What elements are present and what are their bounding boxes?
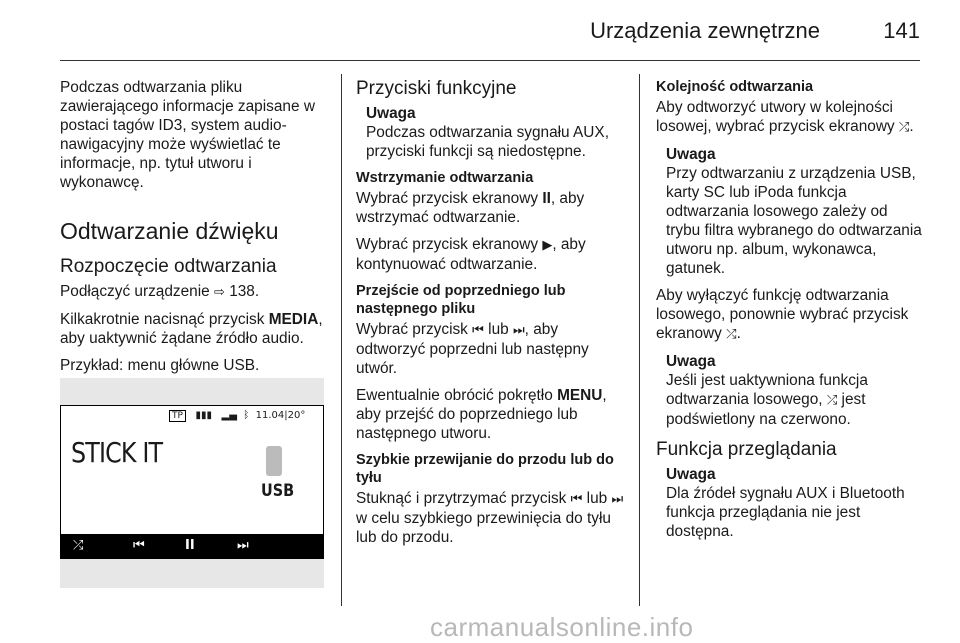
note-title: Uwaga xyxy=(366,105,416,122)
shuffle-heading: Kolejność odtwarzania xyxy=(656,79,814,95)
track-title: STICK IT xyxy=(71,436,163,469)
column-1 xyxy=(60,78,326,383)
fast-forward-heading: Szybkie przewijanie do przodu lub do tyłu xyxy=(356,452,614,486)
text: Aby wyłączyć funkcję odtwarzania losowego, ponownie wybrać przycisk ekranowy xyxy=(656,287,909,342)
usb-stick-icon xyxy=(266,446,282,476)
text: , aby przejść do poprzedniego lub następnego utworu. xyxy=(356,387,607,442)
battery-icon: ▮▮▮ xyxy=(195,410,212,421)
text: , aby wstrzymać odtwarzanie. xyxy=(356,190,585,226)
page-number: 141 xyxy=(883,18,920,43)
reference-arrow-icon: ⇨ xyxy=(214,285,225,300)
note-text: Podczas odtwarzania sygnału AUX, przyciski funkcji są niedostępne. xyxy=(366,124,609,160)
fast-forward-paragraph xyxy=(356,489,626,547)
function-button-bar xyxy=(61,534,323,558)
next-track-icon[interactable]: ⏭ xyxy=(237,538,249,553)
connect-paragraph xyxy=(60,282,326,302)
text: Podłączyć urządzenie xyxy=(60,283,214,300)
skip-heading: Przejście od poprzedniego lub następnego pliku xyxy=(356,283,566,317)
text: Wybrać przycisk ekranowy xyxy=(356,190,543,207)
pause-paragraph xyxy=(356,189,626,227)
menu-knob-paragraph xyxy=(356,386,626,443)
usb-main-menu-screen xyxy=(60,405,324,559)
note-browse xyxy=(666,465,924,541)
watermark: carmanualsonline.info xyxy=(430,612,694,642)
text: , aby uaktywnić żądane źródło audio. xyxy=(60,311,323,347)
example-caption: Przykład: menu główne USB. xyxy=(60,357,260,374)
note-text: Jeśli jest uaktywniona funkcja odtwarzania losowego, xyxy=(666,372,868,408)
pause-icon[interactable]: II xyxy=(185,538,195,553)
shuffle-paragraph xyxy=(656,98,924,137)
text: . xyxy=(909,118,914,135)
page-reference-link[interactable]: 138. xyxy=(229,283,260,300)
pause-icon: II xyxy=(542,190,551,207)
text: lub xyxy=(582,490,612,507)
note-text: jest podświetlony na czerwono. xyxy=(666,391,866,428)
tp-indicator: TP xyxy=(169,410,186,422)
previous-track-icon: ⏮ xyxy=(472,323,484,338)
shuffle-icon: ⤮ xyxy=(726,327,737,342)
note-shuffle-highlight xyxy=(666,352,924,429)
text: , aby kontynuować odtwarzanie. xyxy=(356,236,586,273)
text: w celu szybkiego przewinięcia do tyłu lub do przodu. xyxy=(356,510,611,546)
resume-paragraph xyxy=(356,235,626,274)
media-paragraph xyxy=(60,310,326,348)
function-buttons-heading: Przyciski funkcyjne xyxy=(356,78,517,99)
next-track-icon: ⏭ xyxy=(512,323,525,338)
page-title: Urządzenia zewnętrzne xyxy=(590,18,820,43)
text: Wybrać przycisk xyxy=(356,321,473,338)
usb-menu-figure xyxy=(60,378,324,588)
text: Stuknąć i przytrzymać przycisk xyxy=(356,490,571,507)
text: Kilkakrotnie nacisnąć przycisk xyxy=(60,311,269,328)
status-bar: TP ▮▮▮ ▂▄ ᛒ 11.04|20° xyxy=(169,410,305,421)
note-text: Dla źródeł sygnału AUX i Bluetooth funkcja przeglądania nie jest dostępna. xyxy=(666,485,905,540)
temperature: 20° xyxy=(287,410,306,421)
text: Wybrać przycisk ekranowy xyxy=(356,236,543,253)
skip-paragraph xyxy=(356,320,626,378)
clock: 11.04 xyxy=(255,410,285,421)
previous-track-icon: ⏮ xyxy=(570,492,583,507)
bluetooth-icon: ᛒ xyxy=(243,410,250,421)
shuffle-icon: ⤮ xyxy=(898,120,910,135)
column-2 xyxy=(356,78,626,555)
note-usb-shuffle xyxy=(666,145,924,278)
column-divider-1 xyxy=(341,74,342,606)
text: . xyxy=(736,325,741,342)
column-divider-2 xyxy=(639,74,640,606)
note-title: Uwaga xyxy=(666,353,716,370)
note-text: Przy odtwarzaniu z urządzenia USB, karty SC lub iPoda funkcja odtwarzania losowego zależy od trybu filtra wybranego do odtwarzania utworu np. album, wykonawca, gatunek. xyxy=(666,165,922,277)
intro-paragraph: Podczas odtwarzania pliku zawierającego informacje zapisane w postaci tagów ID3, system audio-nawigacyjny może wyświetlać te informacje, np. tytuł utworu i wykonawcę. xyxy=(60,79,315,191)
signal-icon: ▂▄ xyxy=(221,410,237,421)
menu-knob-name: MENU xyxy=(557,387,603,404)
play-icon: ▶ xyxy=(542,238,553,253)
section-heading: Odtwarzanie dźwięku xyxy=(60,218,279,244)
note-aux xyxy=(366,104,626,161)
page-header xyxy=(0,0,960,60)
browse-heading: Funkcja przeglądania xyxy=(656,439,837,460)
media-button-name: MEDIA xyxy=(268,311,319,328)
shuffle-icon: ⤮ xyxy=(826,393,838,408)
previous-track-icon[interactable]: ⏮ xyxy=(133,538,145,553)
text: lub xyxy=(483,321,513,338)
subsection-heading: Rozpoczęcie odtwarzania xyxy=(60,256,277,277)
note-title: Uwaga xyxy=(666,146,716,163)
header-divider xyxy=(60,60,920,61)
shuffle-off-paragraph xyxy=(656,286,924,344)
shuffle-icon[interactable]: ⤮ xyxy=(73,538,84,553)
text: Aby odtworzyć utwory w kolejności losowej, wybrać przycisk ekranowy xyxy=(656,99,899,135)
pause-heading: Wstrzymanie odtwarzania xyxy=(356,170,534,186)
text: Ewentualnie obrócić pokrętło xyxy=(356,387,558,404)
next-track-icon: ⏭ xyxy=(611,492,624,507)
note-title: Uwaga xyxy=(666,466,716,483)
column-3 xyxy=(656,78,924,549)
text: , aby odtworzyć poprzedni lub następny utwór. xyxy=(356,321,589,377)
source-label: USB xyxy=(261,481,295,501)
